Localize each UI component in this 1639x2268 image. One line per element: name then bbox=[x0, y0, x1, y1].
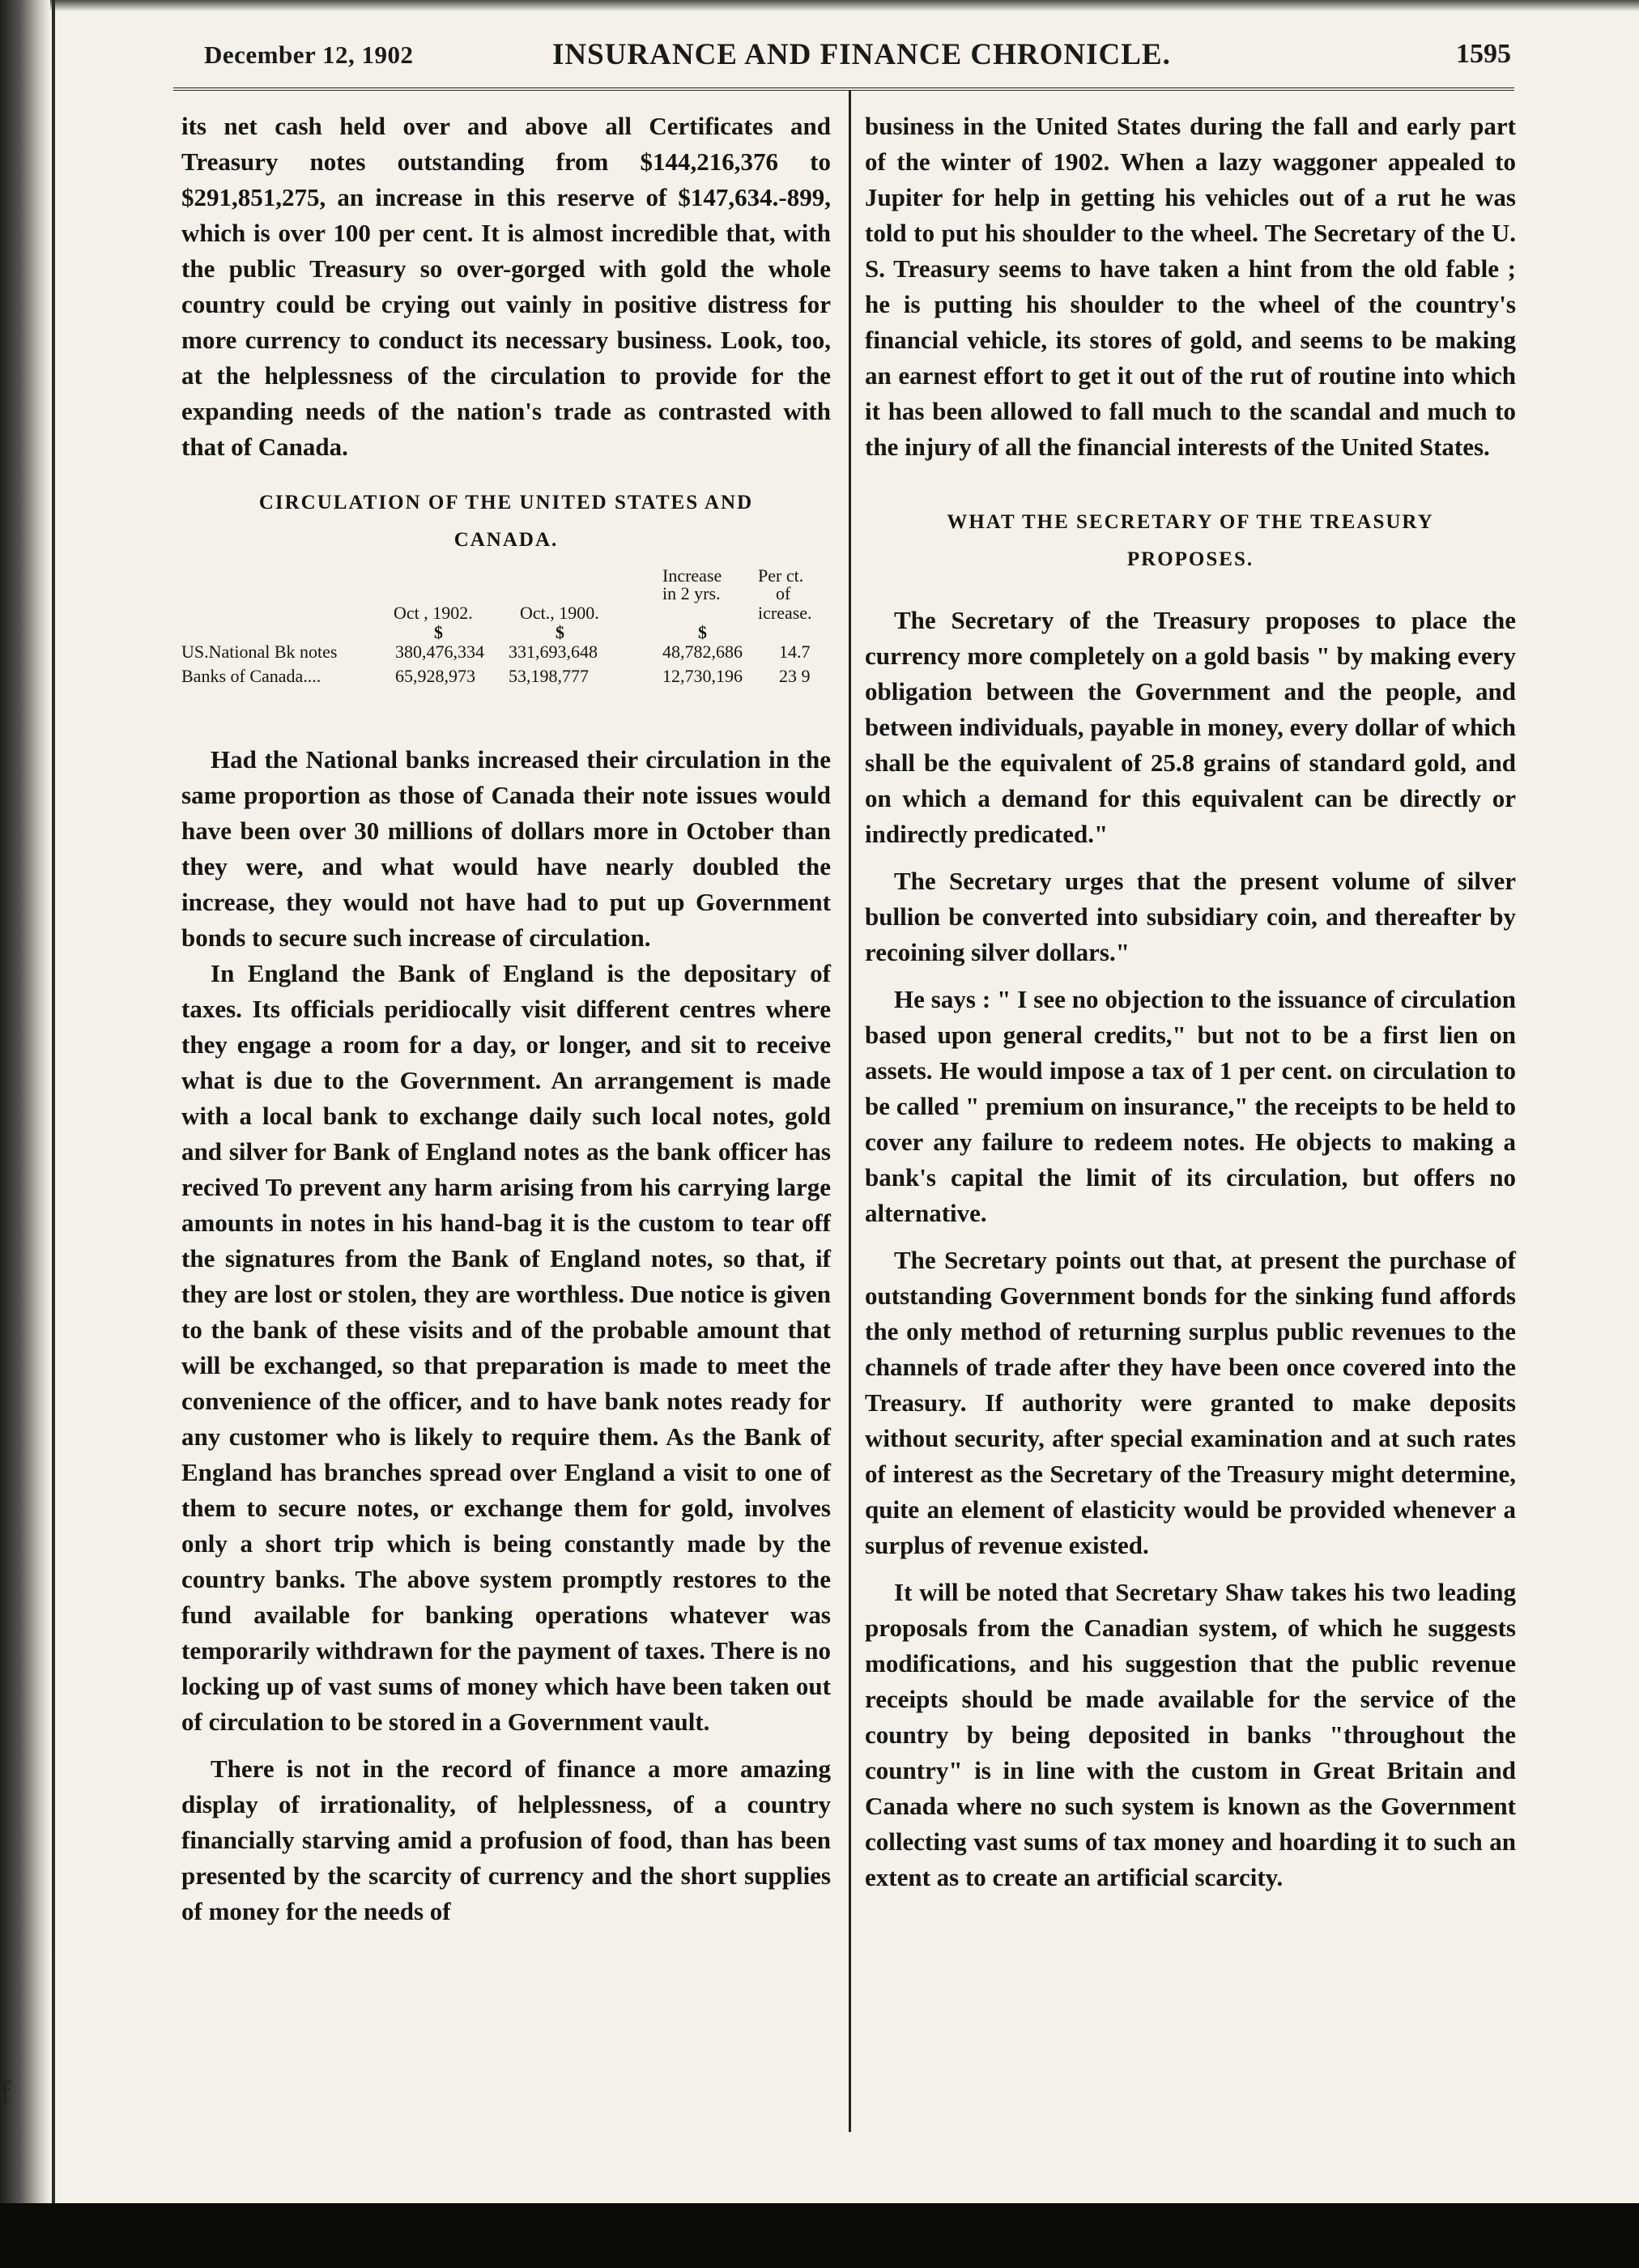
table-heading-line-2: CANADA. bbox=[453, 529, 559, 551]
left-paragraph-1: its net cash held over and above all Certificates and Treasury notes outstanding from $144,216,376 to $291,851,275, an increase in this reserve of $147,634.-899, which is over 100 per cent. It is almost incredible that, with the public Treasury so over-gorged with gold the whole country could be crying out vainly in positive distress for more currency to conduct its necessary business. Look, too, at the helplessness of the circulation to provide for the expanding needs of the nation's trade as contrasted with that of Canada. bbox=[181, 112, 831, 461]
section-heading bbox=[865, 504, 1516, 578]
table-header-pct-line2: of bbox=[776, 583, 791, 603]
table-row-label: US.National Bk notes bbox=[181, 642, 338, 662]
table-header-pct-line1: Per ct. bbox=[758, 565, 804, 586]
right-paragraph-3: The Secretary urges that the present volume of silver bullion be converted into subsidiary coin, and thereafter by recoining silver dollars." bbox=[865, 867, 1516, 966]
table-heading-line-1: CIRCULATION OF THE UNITED STATES AND bbox=[258, 492, 754, 514]
section-heading-line-2: PROPOSES. bbox=[1126, 548, 1254, 570]
section-heading-line-1: WHAT THE SECRETARY OF THE TREASURY bbox=[947, 511, 1434, 533]
right-paragraph-6: It will be noted that Secretary Shaw takes his two leading proposals from the Canadian system, of which he suggests modifications, and his suggestion that the public revenue receipts should be made available for the service of the country by being deposited in banks "throughout the country" is in line with the custom in Great Britain and Canada where no such system is known as the Government collecting vast sums of tax money and hoarding it to such an extent as to create an artificial scarcity. bbox=[865, 1578, 1516, 1891]
table-header-oct-1900: Oct., 1900. bbox=[520, 603, 599, 623]
table-heading bbox=[181, 484, 831, 559]
right-column bbox=[865, 109, 1516, 1895]
table-cell: 48,782,686 bbox=[662, 642, 743, 662]
table-cell: 12,730,196 bbox=[662, 666, 743, 686]
table-cell: 14.7 bbox=[779, 642, 811, 662]
binding-fold-line bbox=[52, 0, 55, 2203]
table-cell: 65,928,973 bbox=[395, 666, 475, 686]
right-paragraph-1: business in the United States during the fall and early part of the winter of 1902. When a lazy waggoner appealed to Jupiter for help in getting his vehicles out of a rut he was told to put his shoulder to the wheel. The Secretary of the U. S. Treasury seems to have taken a hint from the old fable ; he is putting his shoulder to the wheel of the country's financial vehicle, its stores of gold, and seems to be making an earnest effort to get it out of the rut of routine into which it has been allowed to fall much to the scandal and much to the injury of all the financial interests of the United States. bbox=[865, 112, 1516, 461]
right-paragraph-4: He says : " I see no objection to the issuance of circulation based upon general credits," but not to be a first lien on assets. He would impose a tax of 1 per cent. on circulation to be called " premium on insurance," the receipts to be held to cover any failure to redeem notes. He objects to making a bank's capital the limit of its circulation, but offers no alternative. bbox=[865, 985, 1516, 1227]
page-number: 1595 bbox=[1456, 39, 1511, 69]
table-cell: 53,198,777 bbox=[509, 666, 589, 686]
publication-title: INSURANCE AND FINANCE CHRONICLE. bbox=[552, 38, 1171, 71]
circulation-table bbox=[181, 565, 831, 734]
stray-ink-mark: f bbox=[0, 2074, 11, 2111]
left-column bbox=[181, 109, 831, 1929]
right-paragraph-2: The Secretary of the Treasury proposes to place the currency more completely on a gold basis " by making every obligation between the Government and the people, and between individuals, payable in money, every dollar of which shall be the equivalent of 25.8 grains of standard gold, and on which a demand for this equivalent can be directly or indirectly predicated." bbox=[865, 606, 1516, 848]
page-top-shadow bbox=[0, 0, 1639, 11]
table-header-pct-line3: icrease. bbox=[758, 603, 812, 623]
header-date: December 12, 1902 bbox=[204, 40, 414, 69]
currency-symbol-col2: $ bbox=[556, 622, 564, 642]
left-paragraph-4: There is not in the record of finance a more amazing display of irrationality, of helplessness, of a country financially starving amid a profusion of food, than has been presented by the scarcity of currency and the short supplies of money for the needs of bbox=[181, 1754, 831, 1925]
page-left-shadow bbox=[0, 0, 50, 2203]
left-paragraph-2: Had the National banks increased their circulation in the same proportion as those of Canada their note issues would have been over 30 millions of dollars more in October than they were, and what would have nearly doubled the increase, they would not have had to put up Government bonds to secure such increase of circulation. bbox=[181, 745, 831, 952]
running-header bbox=[162, 36, 1514, 76]
table-cell: 331,693,648 bbox=[509, 642, 598, 662]
table-header-increase-line1: Increase bbox=[662, 565, 722, 586]
table-header-oct-1902: Oct , 1902. bbox=[394, 603, 473, 623]
table-row-label: Banks of Canada.... bbox=[181, 666, 321, 686]
scan-bottom-border bbox=[0, 2203, 1639, 2268]
table-cell: 23 9 bbox=[779, 666, 811, 686]
left-paragraph-3: In England the Bank of England is the depositary of taxes. Its officials peridiocally visit different centres where they engage a room for a day, or longer, and sit to receive what is due to the Government. An arrangement is made with a local bank to exchange daily such local notes, gold and silver for Bank of England notes as the bank officer has recived To prevent any harm arising from his carrying large amounts in notes in his hand-bag it is the custom to tear off the signatures from the Bank of England notes, so that, if they are lost or stolen, they are worthless. Due notice is given to the bank of these visits and of the probable amount that will be exchanged, so that preparation is made to meet the convenience of the officer, and to have bank notes ready for any customer who is likely to require them. As the Bank of England has branches spread over England a visit to one of them to secure notes, or exchange them for gold, involves only a short trip which is being constantly made by the country banks. The above system promptly restores to the fund available for banking operations whatever was temporarily withdrawn for the payment of taxes. There is no locking up of vast sums of money which have been taken out of circulation to be stored in a Government vault. bbox=[181, 959, 831, 1736]
currency-symbol-col3: $ bbox=[698, 622, 707, 642]
table-header-increase-line2: in 2 yrs. bbox=[662, 583, 721, 603]
table-cell: 380,476,334 bbox=[395, 642, 484, 662]
header-rule bbox=[173, 87, 1514, 91]
column-divider bbox=[849, 91, 851, 2132]
currency-symbol-col1: $ bbox=[434, 622, 443, 642]
right-paragraph-5: The Secretary points out that, at present the purchase of outstanding Government bonds for the sinking fund affords the only method of returning surplus public revenues to the channels of trade after they have been once covered into the Treasury. If authority were granted to make deposits without security, after special examination and at such rates of interest as the Secretary of the Treasury might determine, quite an element of elasticity would be provided whenever a surplus of revenue existed. bbox=[865, 1246, 1516, 1559]
